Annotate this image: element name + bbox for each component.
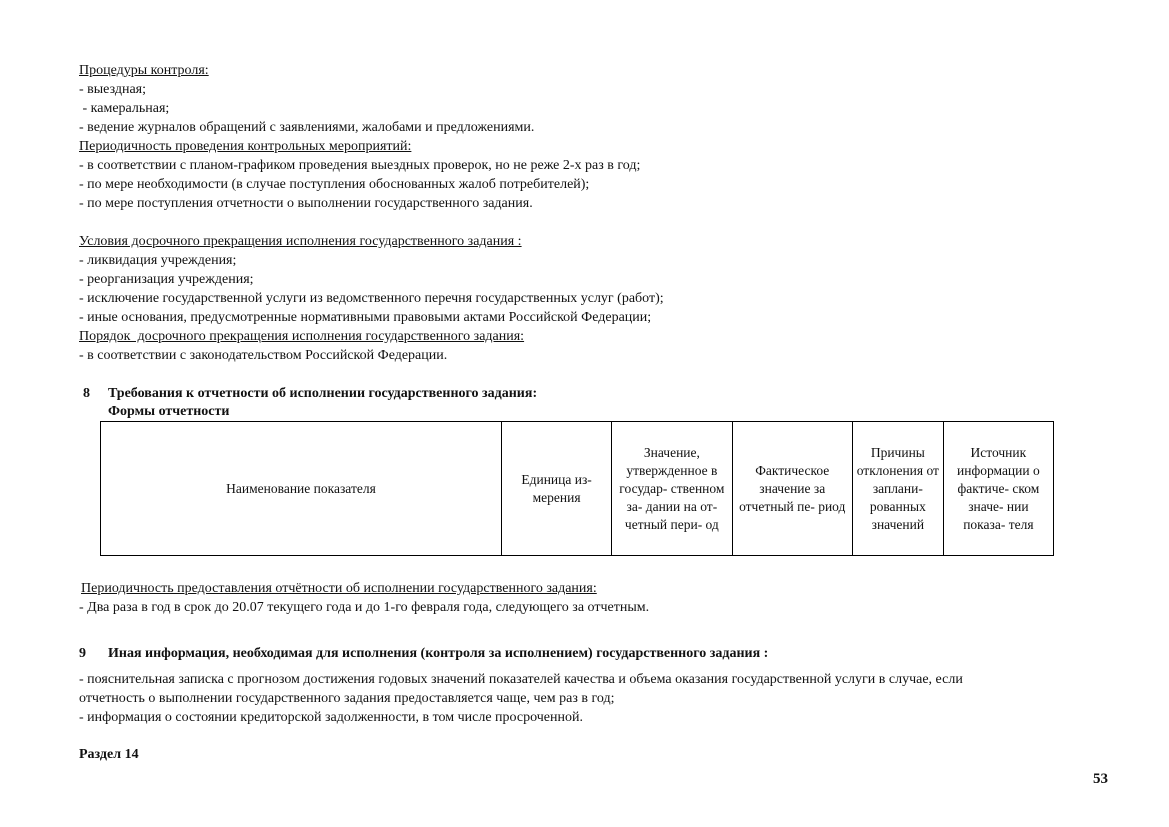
header-actual-value: Фактическое значение за отчетный пе- риод (732, 422, 852, 556)
control-item: - выездная; (79, 82, 146, 97)
section9-item: - пояснительная записка с прогнозом достижения годовых значений показателей качества и объема оказания государственной услуги в случае, если (79, 672, 963, 687)
early-termination-item: - исключение государственной услуги из ведомственного перечня государственных услуг (работ); (79, 291, 664, 306)
section8-subtitle: Формы отчетности (108, 404, 230, 419)
report-periodicity-title: Периодичность предоставления отчётности об исполнении государственного задания: (81, 581, 597, 596)
section9-item: - информация о состоянии кредиторской задолженности, в том числе просроченной. (79, 710, 583, 725)
control-item: - ведение журналов обращений с заявлениями, жалобами и предложениями. (79, 120, 535, 135)
control-item: - камеральная; (79, 101, 170, 116)
page-number: 53 (1093, 771, 1108, 787)
table-header-row (101, 422, 1054, 556)
periodicity-item: - по мере поступления отчетности о выполнении государственного задания. (79, 196, 533, 211)
termination-order-item: - в соответствии с законодательством Российской Федерации. (79, 348, 448, 363)
periodicity-title: Периодичность проведения контрольных мероприятий: (79, 139, 412, 154)
section8-title: Требования к отчетности об исполнении государственного задания: (108, 386, 538, 401)
termination-order-title: Порядок досрочного прекращения исполнения государственного задания: (79, 329, 525, 344)
report-periodicity-text: - Два раза в год в срок до 20.07 текущего года и до 1-го февраля года, следующего за отчетным. (79, 600, 650, 615)
section9-item: отчетность о выполнении государственного задания предоставляется чаще, чем раз в год; (79, 691, 615, 706)
periodicity-item: - по мере необходимости (в случае поступления обоснованных жалоб потребителей); (79, 177, 590, 192)
early-termination-item: - реорганизация учреждения; (79, 272, 254, 287)
section8-number: 8 (83, 386, 90, 401)
header-approved-value: Значение, утвержденное в государ- ственном за- дании на от- четный пери- од (612, 422, 732, 556)
report-forms-table (100, 421, 1054, 556)
section9-title: Иная информация, необходимая для исполнения (контроля за исполнением) государственного задания : (108, 646, 769, 661)
early-termination-item: - иные основания, предусмотренные нормативными правовыми актами Российской Федерации; (79, 310, 652, 325)
header-deviation-reasons: Причины отклонения от заплани- рованных значений (852, 422, 943, 556)
next-section-heading: Раздел 14 (79, 747, 139, 762)
early-termination-title: Условия досрочного прекращения исполнения государственного задания : (79, 234, 522, 249)
header-info-source: Источник информации о фактиче- ском значе- нии показа- теля (943, 422, 1053, 556)
control-title: Процедуры контроля: (79, 63, 209, 78)
header-unit: Единица из- мерения (501, 422, 611, 556)
header-indicator-name: Наименование показателя (101, 422, 502, 556)
section9-number: 9 (79, 646, 86, 661)
periodicity-item: - в соответствии с планом-графиком проведения выездных проверок, но не реже 2-х раз в год; (79, 158, 641, 173)
early-termination-item: - ликвидация учреждения; (79, 253, 237, 268)
